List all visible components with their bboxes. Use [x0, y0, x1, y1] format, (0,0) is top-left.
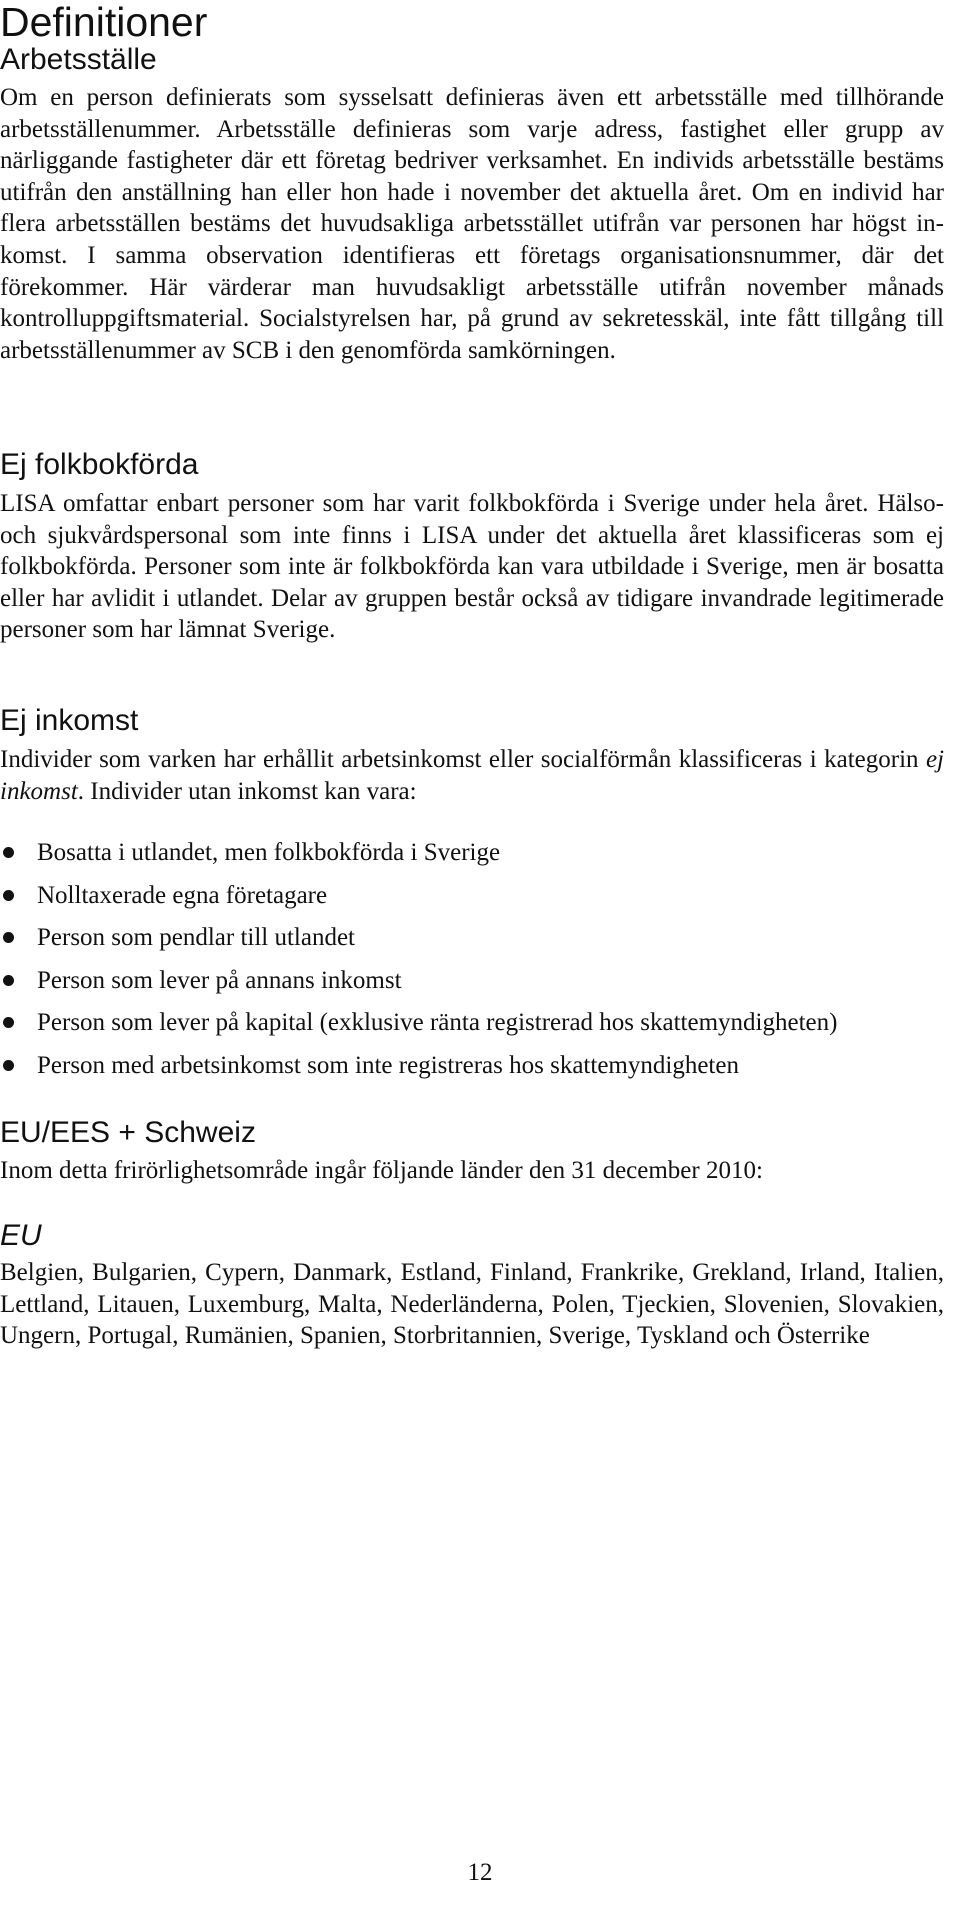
bullet-icon — [3, 847, 14, 858]
section-title-arbetsstalle: Arbetsställe — [0, 43, 157, 76]
list-item-text: Person som lever på annans inkomst — [37, 966, 402, 994]
bullet-icon — [3, 932, 14, 943]
list-item — [0, 965, 944, 997]
bullet-list-ej-inkomst — [0, 837, 944, 1093]
subsection-text-eu: Belgien, Bulgarien, Cypern, Danmark, Estland, Finland, Frankrike, Grekland, Irland, Italien, Lettland, Litauen, Luxemburg, Malta, Nederländerna, Polen, Tjeckien, Slovenien, Slovakien, Ungern, Portugal, Rumänien, Spanien, Storbritannien, Sverige, Tyskland och Österrike — [0, 1259, 944, 1350]
section-text-ej-folkbokforda: LISA omfattar enbart personer som har varit folkbokförda i Sverige under hela året. Hälso- och sjukvårdspersonal som inte finns i LISA under det aktuella året klassificeras som ej folkbokförda. Personer som inte är folkbokförda kan vara utbildade i Sverige, men är bosatta eller har avlidit i utlandet. Delar av gruppen består också av tidigare invandrade legitimerade personer som har lämnat Sverige. — [0, 490, 944, 644]
section-text-eu-ees: Inom detta frirörlighetsområde ingår följande länder den 31 december 2010: — [0, 1157, 763, 1184]
bullet-icon — [3, 1017, 14, 1028]
subsection-title-eu: EU — [0, 1219, 42, 1252]
bullet-icon — [3, 890, 14, 901]
list-item — [0, 1007, 944, 1039]
list-item — [0, 1050, 944, 1082]
page-title: Definitioner — [0, 0, 208, 45]
page-number: 12 — [467, 1859, 493, 1886]
section-title-ej-inkomst: Ej inkomst — [0, 704, 139, 737]
text-segment: Individer som varken har erhållit arbetsinkomst eller socialförmån klassificeras i kategorin — [0, 746, 926, 773]
section-text-ej-inkomst — [0, 744, 944, 807]
list-item — [0, 880, 944, 912]
list-item-text: Person som pendlar till utlandet — [37, 924, 356, 952]
list-item-text: Person som lever på kapital (exklusive ränta registrerad hos skattemyndigheten) — [37, 1009, 838, 1037]
list-item — [0, 837, 944, 869]
section-title-ej-folkbokforda: Ej folkbokförda — [0, 448, 199, 481]
section-text-arbetsstalle: Om en person definierats som sysselsatt definieras även ett arbetsställe med tillhörande arbetsställenummer. Arbetsställe definieras som varje adress, fastighet eller grupp av närliggande fastigheter där ett företag bedriver verksamhet. En individs arbetsställe bestäms utifrån den anställning han eller hon hade i november det aktuella året. Om en individ har flera arbetsställen bestäms det huvudsakliga arbetsstället utifrån var personen har högst inkomst. I samma observation identifieras ett företags organisationsnummer, där det förekommer. Här värderar man huvudsakligt arbetsställe utifrån november månads kontrolluppgiftsmaterial. Socialstyrelsen har, på grund av sekretesskäl, inte fått tillgång till arbetsställenummer av SCB i den genomförda samkörningen. — [0, 84, 944, 364]
list-item — [0, 922, 944, 954]
section-title-eu-ees: EU/EES + Schweiz — [0, 1116, 256, 1149]
list-item-text: Bosatta i utlandet, men folkbokförda i Sverige — [37, 839, 501, 866]
italic-term: ej inkomst — [0, 746, 944, 805]
bullet-icon — [3, 1060, 14, 1071]
bullet-icon — [3, 975, 14, 986]
list-item-text: Nolltaxerade egna företagare — [37, 881, 328, 909]
list-item-text: Person med arbetsinkomst som inte registreras hos skattemyndigheten — [37, 1051, 739, 1079]
text-segment: . Individer utan inkomst kan vara: — [77, 777, 417, 805]
